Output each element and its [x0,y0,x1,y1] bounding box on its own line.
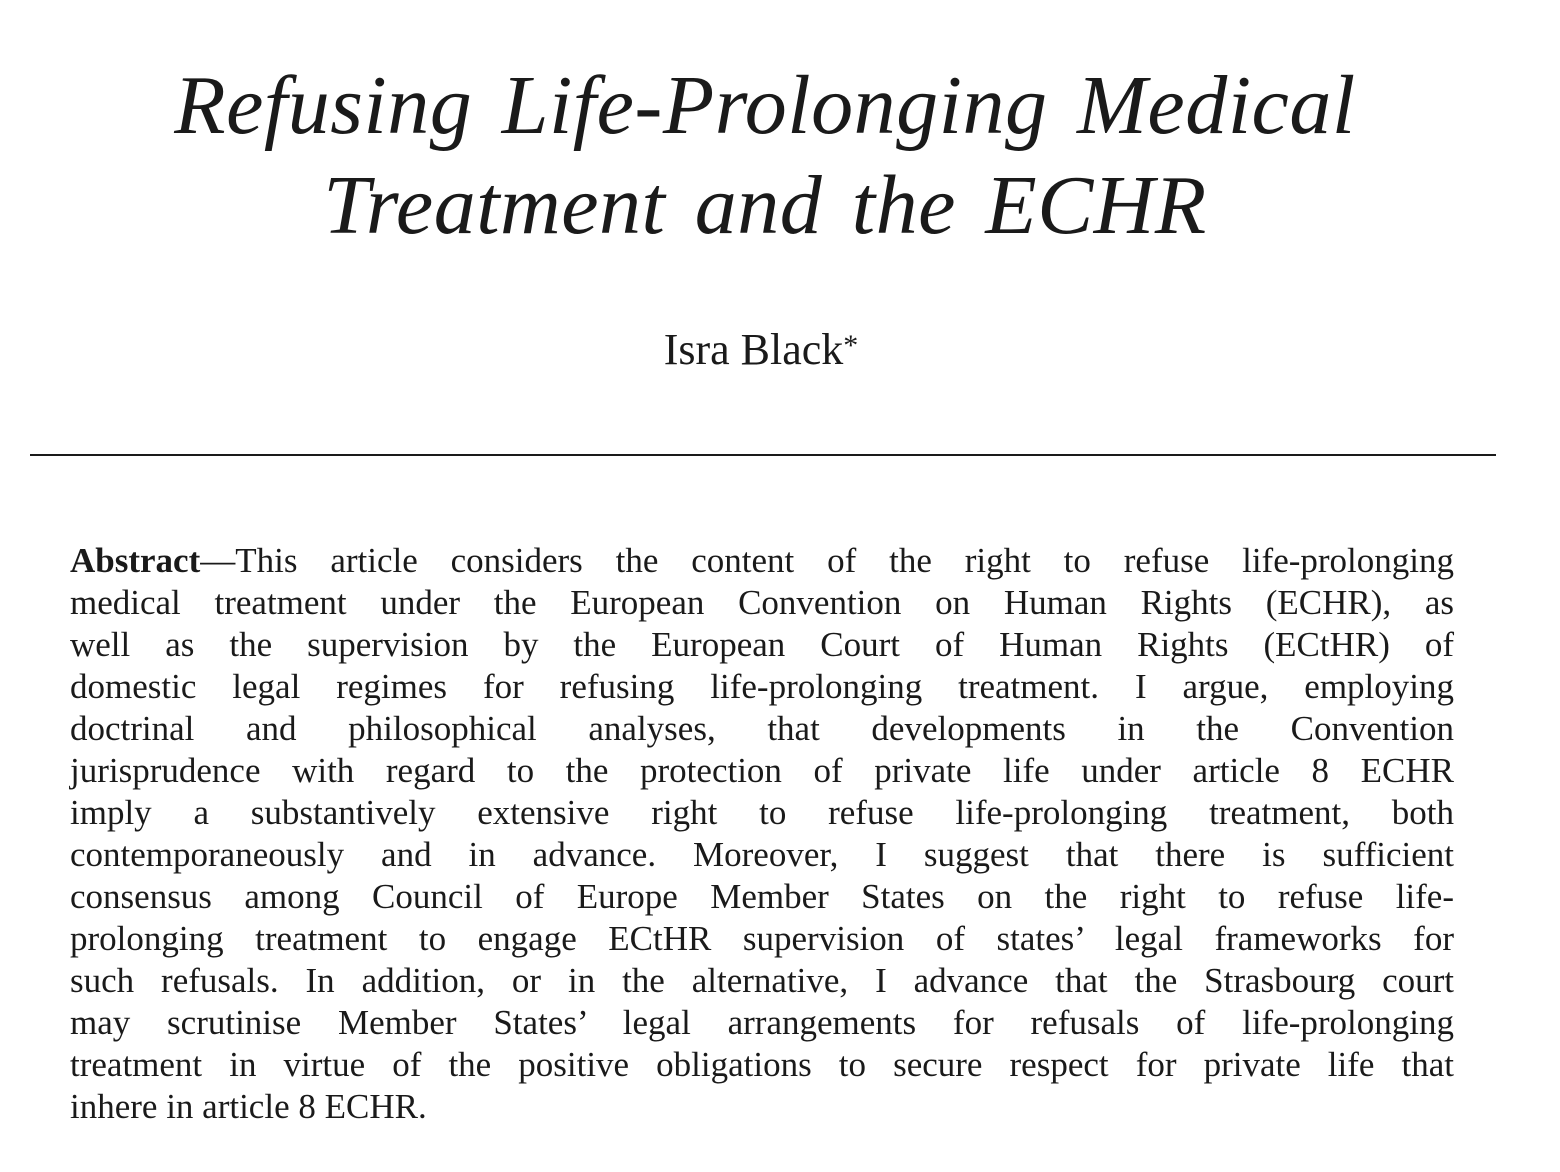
abstract-text-line-1: This article considers the content of the right to refuse life-prolonging [235,541,1454,580]
abstract-text-line-12: may scrutinise Member States’ legal arrangements for refusals of life-prolonging [70,1003,1454,1042]
abstract-text-line-2: medical treatment under the European Convention on Human Rights (ECHR), as [70,583,1454,622]
abstract-text-line-4: domestic legal regimes for refusing life-prolonging treatment. I argue, employing [70,667,1454,706]
author-name: Isra Black [663,325,844,374]
abstract [70,540,1454,1128]
author-footnote-mark[interactable]: * [843,329,859,362]
abstract-text-line-10: prolonging treatment to engage ECtHR supervision of states’ legal frameworks for [70,919,1454,958]
title-line-2: Treatment and the ECHR [323,159,1207,252]
title-line-1: Refusing Life-Prolonging Medical [174,59,1356,152]
abstract-text-line-13: treatment in virtue of the positive obligations to secure respect for private life that [70,1045,1454,1084]
abstract-text-line-11: such refusals. In addition, or in the alternative, I advance that the Strasbourg court [70,961,1454,1000]
abstract-dash: — [200,541,236,580]
abstract-text-line-6: jurisprudence with regard to the protection of private life under article 8 ECHR [70,751,1454,790]
abstract-line [70,540,1454,582]
abstract-text-line-9: consensus among Council of Europe Member States on the right to refuse life- [70,877,1454,916]
abstract-text-line-8: contemporaneously and in advance. Moreover, I suggest that there is sufficient [70,835,1454,874]
author-byline [0,322,1522,378]
abstract-text-line-7: imply a substantively extensive right to refuse life-prolonging treatment, both [70,793,1454,832]
article-title [0,56,1530,256]
abstract-text-line-3: well as the supervision by the European Court of Human Rights (ECtHR) of [70,625,1454,664]
abstract-text-line-5: doctrinal and philosophical analyses, that developments in the Convention [70,709,1454,748]
header-divider [30,454,1496,456]
abstract-label: Abstract [70,541,201,580]
abstract-text-line-14: inhere in article 8 ECHR. [70,1087,427,1126]
